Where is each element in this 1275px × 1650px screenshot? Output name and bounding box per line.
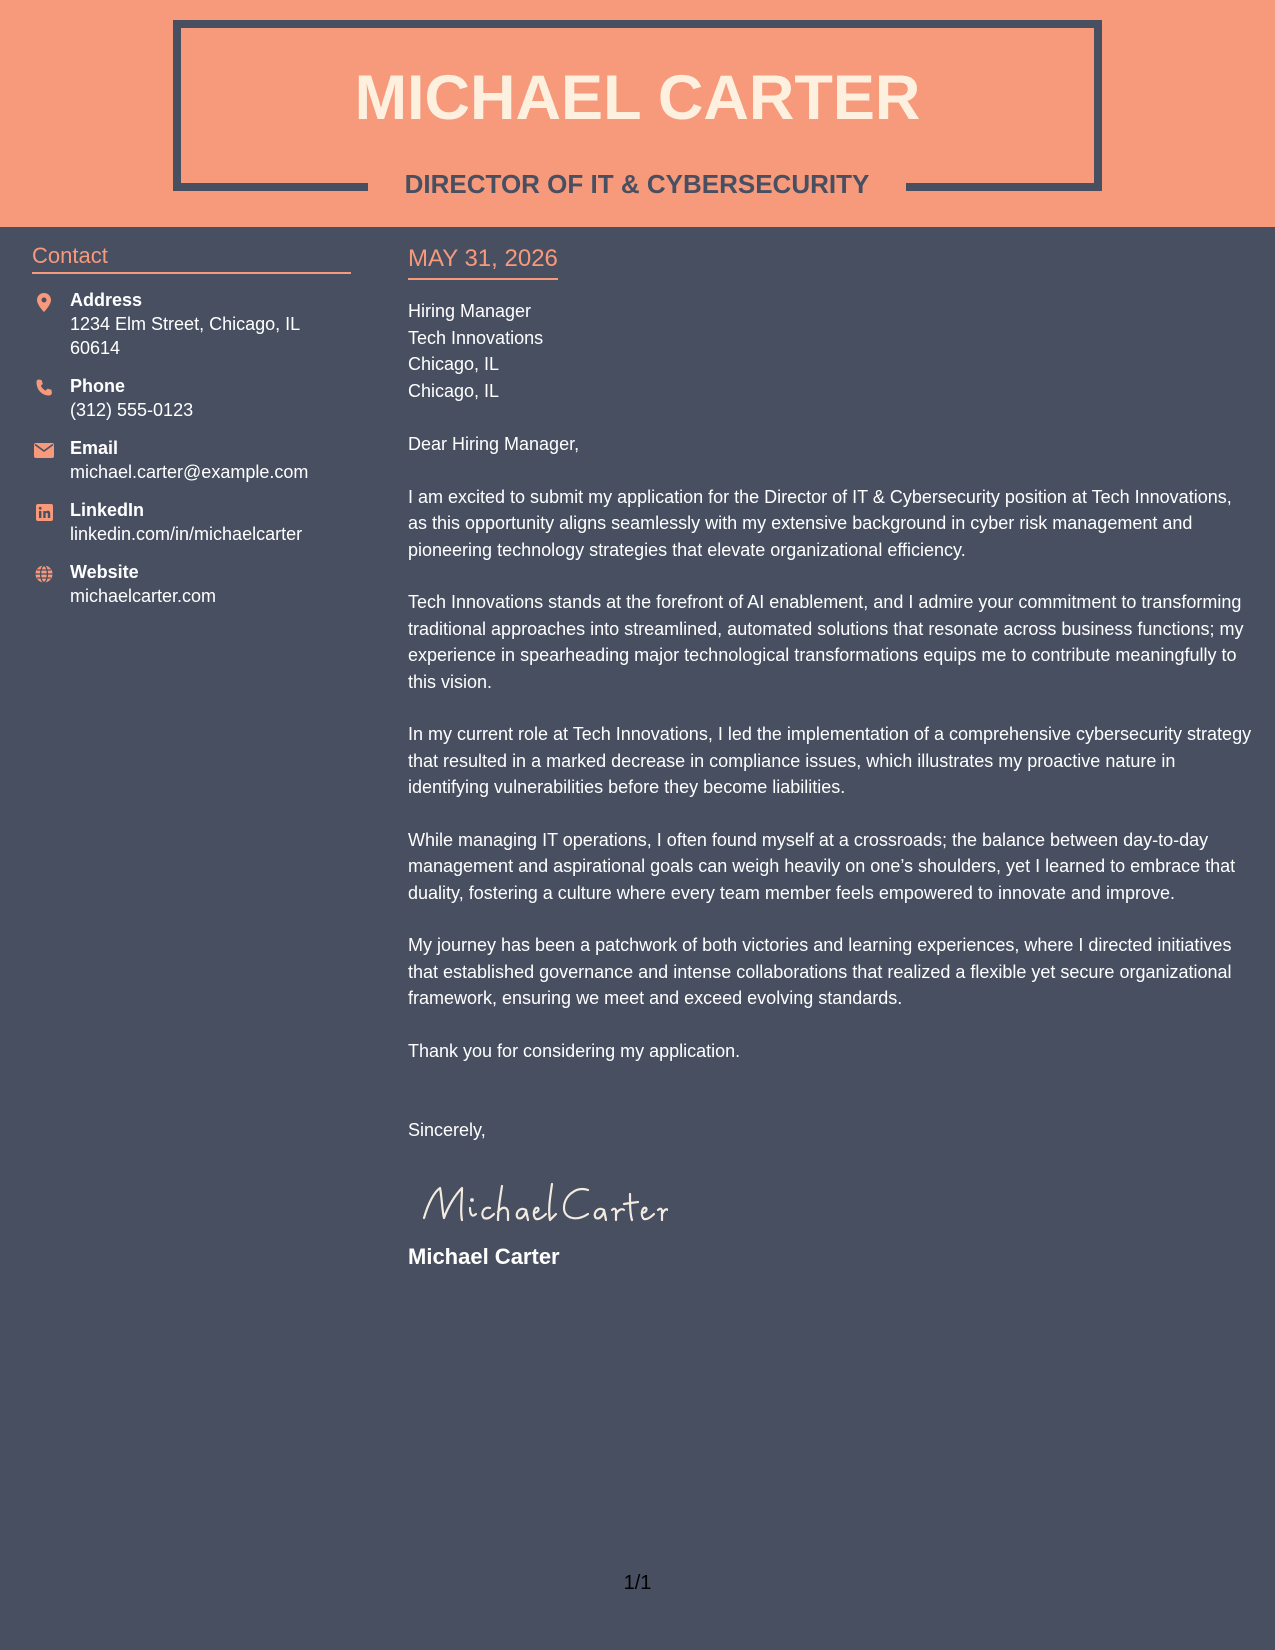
header-banner [0, 0, 1275, 227]
recipient-block [408, 298, 1253, 404]
linkedin-value: linkedin.com/in/michaelcarter [70, 524, 303, 544]
recipient-line: Chicago, IL [408, 354, 500, 374]
email-label: Email [70, 438, 119, 458]
address-value: 1234 Elm Street, Chicago, IL 60614 [70, 314, 300, 358]
closing: Sincerely, [408, 1120, 486, 1140]
letter-paragraph: Thank you for considering my application. [408, 1040, 741, 1061]
linkedin-icon [34, 502, 54, 522]
address-label: Address [70, 290, 143, 310]
contact-sidebar [32, 242, 351, 608]
envelope-icon [34, 440, 54, 460]
phone-value: (312) 555-0123 [70, 400, 194, 420]
job-title: DIRECTOR OF IT & CYBERSECURITY [404, 169, 870, 199]
letter-paragraph: In my current role at Tech Innovations, I led the implementation of a comprehensive cybersecurity strategy that resulted in a marked decrease in compliance issues, which illustrates my proactive nature in identifying vulnerabilities before they become liabilities. [408, 724, 1252, 797]
contact-item-email [32, 436, 351, 484]
recipient-line: Hiring Manager [408, 301, 532, 321]
website-value: michaelcarter.com [70, 586, 217, 606]
salutation: Dear Hiring Manager, [408, 434, 580, 454]
letter-paragraph: Tech Innovations stands at the forefront of AI enablement, and I admire your commitment to transforming traditional approaches into streamlined, automated solutions that resonate across business functions; my experience in spearheading major technological transformations equips me to contribute meaningfully to this vision. [408, 592, 1244, 692]
location-pin-icon [34, 292, 54, 312]
globe-icon [34, 564, 54, 584]
handwritten-signature [418, 1174, 1253, 1234]
letter-paragraph: I am excited to submit my application for the Director of IT & Cybersecurity position at Tech Innovations, as this opportunity aligns seamlessly with my extensive background in cyber risk management and pioneering technology strategies that elevate organizational efficiency. [408, 486, 1232, 560]
email-value: michael.carter@example.com [70, 462, 309, 482]
phone-icon [34, 378, 54, 398]
contact-item-linkedin [32, 498, 351, 546]
recipient-line: Tech Innovations [408, 327, 544, 348]
contact-heading: Contact [32, 242, 351, 274]
contact-item-website [32, 560, 351, 608]
letter-body [408, 242, 1253, 1272]
contact-item-address [32, 288, 351, 360]
letter-date: MAY 31, 2026 [408, 242, 558, 280]
linkedin-label: LinkedIn [70, 500, 145, 520]
applicant-name: MICHAEL CARTER [354, 63, 921, 133]
page-number: 1/1 [623, 1572, 652, 1594]
contact-item-phone [32, 374, 351, 422]
phone-label: Phone [70, 376, 126, 396]
signer-name: Michael Carter [408, 1243, 560, 1269]
letter-paragraph: While managing IT operations, I often found myself at a crossroads; the balance between day-to-day management and aspirational goals can weigh heavily on one’s shoulders, yet I learned to embrace that duality, fostering a culture where every team member feels empowered to innovate and improve. [408, 829, 1236, 903]
recipient-line: Chicago, IL [408, 380, 500, 401]
letter-paragraph: My journey has been a patchwork of both victories and learning experiences, where I directed initiatives that established governance and intense collaborations that realized a flexible yet secure organizational framework, ensuring we meet and exceed evolving standards. [408, 935, 1232, 1008]
website-label: Website [70, 562, 139, 582]
